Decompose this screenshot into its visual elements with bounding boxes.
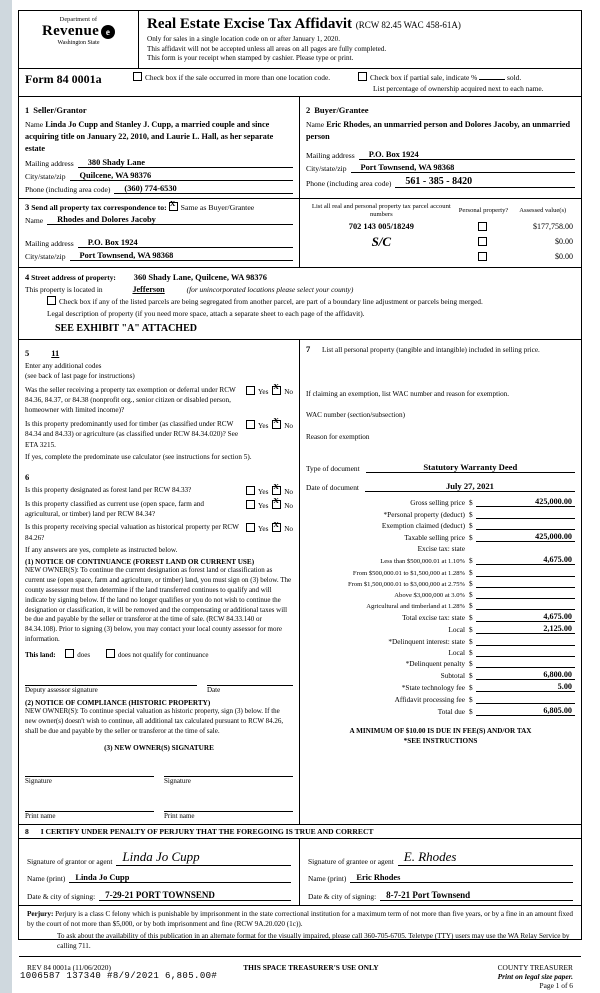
doc-date-label: Date of document	[306, 483, 359, 493]
perjury-line	[27, 909, 573, 930]
section-4	[19, 268, 581, 340]
tax-row-label: Exemption claimed (deduct)	[381, 520, 465, 530]
buyer-name-label: Name	[306, 120, 325, 130]
seller-heading: 1 Seller/Grantor	[25, 105, 87, 116]
seller-block	[19, 97, 300, 198]
tax-row	[306, 648, 575, 657]
tax-row	[306, 659, 575, 668]
grantor-sig-row	[27, 849, 291, 866]
right-column	[300, 340, 581, 824]
form-top-checkboxes	[133, 72, 575, 94]
parcel-number-1[interactable]: 702 143 005/18249	[348, 222, 414, 232]
wac-label: WAC number (section/subsection)	[306, 410, 406, 419]
buyer-name-line	[306, 119, 575, 143]
tax-row-label: Taxable selling price	[404, 532, 465, 542]
corr-citystatezip-label: City/state/zip	[25, 252, 66, 262]
county-label: This property is located in	[25, 285, 103, 295]
minimum-note	[306, 726, 575, 746]
section-6-q2-row	[25, 499, 293, 520]
tax-row-label: Local	[448, 625, 465, 635]
corr-mailing-label: Mailing address	[25, 239, 74, 249]
treasurer-stamp: 1006587 137340 #8/9/2021 6,805.00#	[20, 971, 218, 981]
new-owner-print-lines	[25, 797, 293, 820]
section-5-q1-row	[25, 385, 293, 416]
section-6-q1: Is this property designated as forest land per RCW 84.33?	[25, 485, 192, 494]
seller-citystatezip-row	[25, 171, 293, 181]
new-owner-print-2[interactable]	[164, 797, 293, 820]
tax-row	[306, 510, 575, 519]
corr-citystatezip-value[interactable]: Port Townsend, WA 98368	[70, 251, 294, 261]
table-row	[306, 233, 575, 251]
seller-phone-row	[25, 184, 293, 194]
new-owner-sig-label-2: Signature	[164, 777, 191, 786]
corr-name-label: Name	[25, 216, 44, 226]
header-sub-2: This affidavit will not be accepted unless all areas on all pages are fully completed.	[147, 44, 387, 53]
tax-row-label: Total due	[437, 706, 465, 716]
legal-description-note: Legal description of property (if you need more space, attach a separate sheet to each page of the affidavit).	[47, 308, 365, 318]
grantor-name-row	[27, 873, 291, 883]
correspondence-block	[19, 199, 300, 266]
tax-row-label: Subtotal	[440, 671, 465, 681]
tax-row	[306, 497, 575, 507]
revenue-mark-icon: e	[101, 25, 115, 39]
buyer-mailing-label: Mailing address	[306, 151, 355, 161]
tax-row-value[interactable]: 4,675.00	[476, 612, 575, 622]
section-5-q2-row	[25, 419, 293, 450]
s6q3-yes-checkbox[interactable]	[246, 523, 255, 532]
tax-row-value[interactable]: 6,805.00	[476, 706, 575, 716]
tax-row	[306, 555, 575, 565]
grantor-date[interactable]: 7-29-21 PORT TOWNSEND	[99, 890, 291, 901]
footer-legal-size: Print on legal size paper.	[497, 971, 573, 981]
agency-dept-label: Department of	[59, 17, 98, 23]
tax-row	[306, 521, 575, 530]
seller-mailing-value[interactable]: 380 Shady Lane	[78, 158, 293, 168]
buyer-heading: 2 Buyer/Grantee	[306, 105, 369, 116]
buyer-name-value[interactable]: Eric Rhodes, an unmarried person and Dolores Jacoby, an unmarried person	[306, 120, 571, 142]
tax-row-value[interactable]	[476, 518, 575, 519]
historic-heading: (2) NOTICE OF COMPLIANCE (HISTORIC PROPERTY)	[25, 699, 211, 708]
page-title: Real Estate Excise Tax Affidavit (RCW 82.45 WAC 458-61A)	[147, 16, 461, 32]
tax-row	[306, 590, 575, 599]
partial-sale-label: Check box if partial sale, indicate %	[369, 73, 478, 83]
deputy-date-line[interactable]	[207, 671, 293, 686]
tax-row	[306, 601, 575, 610]
tax-row-label: *Personal property (deduct)	[383, 509, 465, 519]
tax-row	[306, 612, 575, 622]
tax-row-value[interactable]	[476, 609, 575, 610]
left-column	[19, 340, 300, 824]
header-sub-3: This form is your receipt when stamped by cashier. Please type or print.	[147, 54, 354, 63]
segregated-row	[25, 296, 575, 307]
assessed-value-1[interactable]: $177,758.00	[533, 222, 573, 232]
tax-row-value[interactable]	[476, 587, 575, 588]
buyer-citystatezip-label: City/state/zip	[306, 164, 347, 174]
section-5-q1-answer: Yes X No	[244, 385, 293, 396]
not-qualify-label: does not qualify for continuance	[117, 651, 209, 660]
tax-row	[306, 682, 575, 692]
section-5-q2: Is this property predominantly used for timber (as classified under RCW 84.34 and 84.33) or agriculture (as classified under RCW 84.34.020)? See ETA 3215.	[25, 419, 239, 449]
section-5-line-2: (see back of last page for instructions)	[25, 372, 135, 381]
historic-text: NEW OWNER(S): To continue special valuation as historic property, sign (3) below. If the new owner(s) doesn't wish to continue, all additional tax calculated pursuant to RCW 84.26, shall be due and payable by the seller or transferor at the time of sale.	[25, 707, 284, 736]
personal-cell-1	[457, 221, 511, 233]
header-subtext	[147, 35, 575, 64]
dollar-sign: $	[469, 683, 473, 693]
dollar-sign: $	[469, 556, 473, 566]
personal-property-checkbox-2[interactable]	[478, 237, 487, 246]
tax-row	[306, 695, 575, 704]
perjury-accessibility: To ask about the availability of this publication in an alternate format for the visually impaired, please call 360-705-6705. Teletype (TTY) users may use the WA Relay Service by calling 711.	[57, 931, 570, 951]
seller-phone-value[interactable]: (360) 774-6530	[114, 184, 293, 194]
tax-row-value[interactable]: 4,675.00	[476, 555, 575, 565]
q2-no-checkbox[interactable]	[272, 420, 281, 429]
grantor-sig-label: Signature of grantor or agent	[27, 857, 113, 867]
grantor-signature-block	[19, 839, 300, 905]
assessed-value-3[interactable]: $0.00	[555, 252, 573, 262]
seller-name-line	[25, 119, 293, 155]
grantee-date[interactable]: 8-7-21 Port Townsend	[380, 890, 573, 901]
dollar-sign: $	[469, 509, 473, 519]
same-as-buyer-checkbox[interactable]	[169, 202, 178, 211]
tax-row-value[interactable]	[476, 645, 575, 646]
q1-no-checkbox[interactable]	[272, 386, 281, 395]
corr-name-value[interactable]: Rhodes and Dolores Jacoby	[47, 215, 293, 225]
assessed-value-2[interactable]: $0.00	[555, 237, 573, 247]
s6q3-no-checkbox[interactable]	[272, 523, 281, 532]
body-columns	[19, 340, 581, 824]
buyer-citystatezip-value[interactable]: Port Townsend, WA 98368	[351, 163, 576, 173]
title-rcw-ref: (RCW 82.45 WAC 458-61A)	[355, 20, 461, 30]
page-edge-shadow	[0, 0, 12, 993]
parcel-number-2[interactable]: S/C	[371, 233, 392, 249]
buyer-phone-label: Phone (including area code)	[306, 179, 392, 189]
new-owner-print-label-1: Print name	[25, 812, 56, 821]
assessed-col-header: Assessed value(s)	[519, 207, 567, 215]
parcel-col-header: List all real and personal property tax parcel account numbers	[311, 203, 451, 219]
section-6-q3-row	[25, 522, 293, 543]
tax-row	[306, 624, 575, 634]
corr-mailing-row	[25, 238, 293, 248]
doc-type-label: Type of document	[306, 464, 360, 474]
tax-row-label: Affidavit processing fee	[394, 694, 465, 704]
not-qualify-checkbox[interactable]	[106, 649, 115, 658]
perjury-block	[19, 905, 581, 956]
grantee-sig-label: Signature of grantee or agent	[308, 857, 394, 867]
section-6-q3-answer: Yes X No	[244, 522, 293, 533]
dollar-sign: $	[469, 659, 473, 669]
buyer-citystatezip-row	[306, 163, 575, 173]
dollar-sign: $	[469, 636, 473, 646]
new-owner-sig-line-2[interactable]	[164, 762, 293, 777]
grantee-signature-block	[300, 839, 581, 905]
tax-row-label: Excise tax: state	[417, 544, 465, 554]
personal-property-checkbox-1[interactable]	[478, 222, 487, 231]
s6q2-no-checkbox[interactable]	[272, 500, 281, 509]
dollar-sign: $	[469, 532, 473, 542]
certify-bar	[19, 824, 581, 839]
tax-row	[306, 544, 575, 553]
grantor-signature[interactable]: Linda Jo Cupp	[116, 849, 291, 866]
section-5-line-1: Enter any additional codes	[25, 361, 102, 370]
grantee-sig-row	[308, 849, 573, 866]
doc-type-row	[306, 462, 575, 473]
tax-row-label: *Delinquent interest: state	[388, 636, 465, 646]
doc-date-value[interactable]: July 27, 2021	[365, 481, 575, 492]
footer-revision: REV 84 0001a (11/06/2020)	[27, 962, 111, 972]
grantor-date-row	[27, 890, 291, 901]
tax-row-label: Gross selling price	[410, 498, 465, 508]
section-6-q2: Is this property classified as current use (open space, farm and agricultural, or timber) land per RCW 84.34?	[25, 499, 205, 519]
this-land-row	[25, 649, 293, 661]
legal-description-value[interactable]: SEE EXHIBIT "A" ATTACHED	[55, 322, 197, 334]
ownership-note: List percentage of ownership acquired next to each name.	[373, 84, 544, 94]
tax-row-value[interactable]: 5.00	[476, 682, 575, 692]
grantee-date-label: Date & city of signing:	[308, 892, 377, 902]
tax-row	[306, 637, 575, 646]
street-address-value[interactable]: 360 Shady Lane, Quilcene, WA 98376	[133, 272, 267, 282]
corr-mailing-value[interactable]: P.O. Box 1924	[78, 238, 293, 248]
multi-location-label: Check box if the sale occurred in more than one location code.	[145, 73, 331, 83]
parcel-number-3[interactable]	[306, 251, 457, 263]
deputy-date-field[interactable]	[207, 671, 293, 694]
seller-mailing-label: Mailing address	[25, 159, 74, 169]
parcel-table-header	[306, 202, 575, 220]
agency-state-label: Washington State	[57, 40, 100, 46]
dollar-sign: $	[469, 647, 473, 657]
partial-sale-percent-input[interactable]	[479, 79, 505, 80]
segregated-label: Check box if any of the listed parcels are being segregated from another parcel, are part of a boundary line adjustment or parcels being merged.	[59, 297, 483, 307]
deputy-sign-label: Deputy assessor signature	[25, 686, 98, 695]
new-owner-sig-1[interactable]	[25, 762, 154, 785]
dollar-sign: $	[469, 625, 473, 635]
corr-name-row	[25, 215, 293, 225]
agency-name: Revenue e	[23, 23, 134, 40]
tax-row-label: Agricultural and timberland at 1.28%	[366, 603, 465, 611]
seller-mailing-row	[25, 158, 293, 168]
tax-row-value[interactable]	[476, 667, 575, 668]
grantor-name[interactable]: Linda Jo Cupp	[69, 873, 291, 883]
section-5-q1: Was the seller receiving a property tax exemption or deferral under RCW 84.36, 84.37, or 84.38 (nonprofit org., senior citizen or disabled person, homeowner with limited income)?	[25, 385, 236, 415]
grantee-name[interactable]: Eric Rhodes	[350, 873, 573, 883]
dollar-sign: $	[469, 498, 473, 508]
tax-row-label: Above $3,000,000 at 3.0%	[394, 591, 465, 599]
dollar-sign: $	[469, 671, 473, 681]
doc-date-row	[306, 481, 575, 492]
qualifies-checkbox[interactable]	[65, 649, 74, 658]
section-6-q1-row	[25, 485, 293, 496]
partial-sale-checkbox[interactable]	[358, 72, 367, 81]
certify-text: I CERTIFY UNDER PENALTY OF PERJURY THAT THE FOREGOING IS TRUE AND CORRECT	[40, 827, 374, 837]
tax-row-label: From $1,500,000.01 to $3,000,000 at 2.75%	[347, 580, 465, 588]
deputy-sign-line[interactable]	[25, 671, 197, 686]
new-owner-sig-2[interactable]	[164, 762, 293, 785]
dollar-sign: $	[469, 520, 473, 530]
header-sub-1: Only for sales in a single location code on or after January 1, 2020.	[147, 35, 341, 43]
minimum-line-1: A MINIMUM OF $10.00 IS DUE IN FEE(S) AND/OR TAX	[349, 726, 532, 735]
section-6-q2-answer: Yes X No	[244, 499, 293, 510]
q1-yes-checkbox[interactable]	[246, 386, 255, 395]
tax-row-label: From $500,000.01 to $1,500,000 at 1.28%	[352, 569, 465, 577]
street-address-row: 4 Street address of property: 360 Shady Lane, Quilcene, WA 98376	[25, 271, 267, 282]
section-7-heading: 7 List all personal property (tangible and intangible) included in selling price.	[306, 343, 540, 354]
tax-row-value[interactable]	[476, 529, 575, 530]
s6q1-no-checkbox[interactable]	[272, 486, 281, 495]
grantee-name-label: Name (print)	[308, 874, 347, 884]
perjury-heading: Perjury:	[27, 910, 54, 919]
form-number-row	[19, 69, 581, 97]
tax-calculation-block	[306, 497, 575, 715]
grantee-signature[interactable]: E. Rhodes	[398, 849, 573, 866]
section-5-heading: 5 11	[25, 347, 60, 358]
new-owner-print-line-2[interactable]	[164, 797, 293, 812]
tax-row-value[interactable]	[476, 703, 575, 704]
tax-row	[306, 532, 575, 542]
continuance-text: NEW OWNER(S): To continue the current designation as forest land or classification as current use (open space, farm and agriculture, or timber) land, you must sign on (3) below. The county assessor must then determine if the land transferred continues to qualify and will indicate by signing below. If the land no longer qualifies or you do not wish to continue the designation or classification, it will be removed and the compensating or additional taxes will be due and payable by the seller or transferor at the time of sale. (RCW 84.33.140 or 84.34.108). Prior to signing (3) below, you may contact your local county assessor for more information.	[25, 565, 292, 644]
tax-row-value[interactable]	[476, 598, 575, 599]
buyer-mailing-value[interactable]: P.O. Box 1924	[359, 150, 575, 160]
county-row	[25, 284, 575, 296]
tax-row-value[interactable]: 425,000.00	[476, 497, 575, 507]
buyer-block	[300, 97, 581, 198]
buyer-phone-value[interactable]: 561 - 385 - 8420	[395, 176, 575, 188]
grantor-date-label: Date & city of signing:	[27, 892, 96, 902]
q2-yes-checkbox[interactable]	[246, 420, 255, 429]
new-owner-print-1[interactable]	[25, 797, 154, 820]
county-value[interactable]: Jefferson	[132, 285, 165, 295]
tax-row-label: Total excise tax: state	[402, 613, 465, 623]
certify-number: 8	[25, 827, 29, 837]
section-5-q2-answer: Yes X No	[244, 419, 293, 430]
section-5-code[interactable]: 11	[51, 347, 60, 358]
correspondence-heading: 3 Send all property tax correspondence to: X Same as Buyer/Grantee	[25, 202, 293, 212]
section-6	[25, 467, 293, 820]
seller-name-value[interactable]: Linda Jo Cupp and Stanley J. Cupp, a married couple and since acquiring title on January 22, 2010, and Laurie L. Hall, as her separate estate	[25, 120, 274, 154]
corr-citystatezip-row	[25, 251, 293, 261]
parcel-table	[306, 202, 575, 262]
personal-property-checkbox-3[interactable]	[478, 252, 487, 261]
table-row	[306, 251, 575, 263]
seller-name-label: Name	[25, 120, 44, 130]
personal-property-entry[interactable]	[306, 355, 575, 389]
seller-phone-label: Phone (including area code)	[25, 185, 111, 195]
correspondence-label: Send all property tax correspondence to:	[31, 203, 167, 213]
this-land-label: This land:	[25, 651, 56, 660]
minimum-line-2: *SEE INSTRUCTIONS	[403, 736, 478, 745]
deputy-sign-field[interactable]	[25, 671, 197, 694]
reason-label: Reason for exemption	[306, 432, 370, 441]
segregated-checkbox[interactable]	[47, 296, 56, 305]
tax-row-label: *Delinquent penalty	[405, 659, 465, 669]
buyer-phone-row	[306, 176, 575, 188]
tax-row	[306, 579, 575, 588]
tax-row-label: Less than $500,000.01 at 1.10%	[380, 558, 465, 566]
parcel-table-block	[300, 199, 581, 266]
seller-citystatezip-value[interactable]: Quilcene, WA 98376	[70, 171, 294, 181]
agency-logo	[19, 11, 139, 68]
street-address-label: Street address of property:	[31, 272, 116, 282]
tax-row-value[interactable]: 2,125.00	[476, 624, 575, 634]
table-row	[306, 221, 575, 233]
continuance-heading: (1) NOTICE OF CONTINUANCE (FOREST LAND OR CURRENT USE)	[25, 557, 255, 566]
form-title-block	[139, 11, 581, 68]
footer-county-treasurer: COUNTY TREASURER	[497, 962, 573, 972]
section-7	[306, 343, 575, 493]
tax-row-value[interactable]: 6,800.00	[476, 670, 575, 680]
new-owner-sig-line-1[interactable]	[25, 762, 154, 777]
grantee-name-row	[308, 873, 573, 883]
qualifies-label: does	[77, 651, 91, 660]
new-owner-print-label-2: Print name	[164, 812, 195, 821]
seller-citystatezip-label: City/state/zip	[25, 172, 66, 182]
footer-page-number: Page 1 of 6	[539, 980, 573, 990]
form-number: Form 84 0001a	[25, 72, 102, 87]
dollar-sign: $	[469, 706, 473, 716]
perjury-body: Perjury is a class C felony which is punishable by imprisonment in the state correctional institution for a maximum term of not more than five years, or by a fine in an amount fixed by the court of not more than $5,000, or by both imprisonment and fine (RCW 9A.20.020 (1c)).	[27, 910, 573, 929]
new-owner-sig-label-1: Signature	[25, 777, 52, 786]
tax-row-value[interactable]	[476, 656, 575, 657]
doc-type-value[interactable]: Statutory Warranty Deed	[366, 462, 575, 473]
form-header	[19, 11, 581, 69]
deputy-date-label: Date	[207, 686, 221, 695]
dollar-sign: $	[469, 613, 473, 623]
s6q1-yes-checkbox[interactable]	[246, 486, 255, 495]
section-6-q3: Is this property receiving special valuation as historical property per RCW 84.26?	[25, 523, 239, 542]
new-owner-print-line-1[interactable]	[25, 797, 154, 812]
tax-row	[306, 706, 575, 716]
county-note: (for unincorporated locations please select your county)	[186, 285, 354, 295]
tax-row-label: *State technology fee	[401, 683, 465, 693]
tax-row	[306, 568, 575, 577]
buyer-mailing-row	[306, 150, 575, 160]
tax-row-label: Local	[448, 647, 465, 657]
certify-signatures	[19, 839, 581, 905]
partial-sale-suffix: sold.	[507, 73, 522, 83]
personal-col-header: Personal property?	[458, 207, 509, 215]
parties-section	[19, 97, 581, 199]
section-5-q3: If yes, complete the predominate use calculator (see instructions for section 5).	[25, 453, 252, 462]
tax-row-value[interactable]	[476, 576, 575, 577]
exemption-note: If claiming an exemption, list WAC number and reason for exemption.	[306, 390, 510, 399]
personal-cell-3	[457, 251, 511, 263]
s6q2-yes-checkbox[interactable]	[246, 500, 255, 509]
section-7-line-1: List all personal property (tangible and intangible) included in selling price.	[322, 345, 540, 354]
tax-row-value[interactable]: 425,000.00	[476, 532, 575, 542]
dollar-sign: $	[469, 601, 473, 611]
new-owner-signature-heading: (3) NEW OWNER(S) SIGNATURE	[104, 744, 214, 753]
new-owner-signature-lines	[25, 762, 293, 785]
footer-treasurer-space: THIS SPACE TREASURER'S USE ONLY	[243, 962, 379, 972]
tax-row	[306, 670, 575, 680]
section-6-note: If any answers are yes, complete as instructed below.	[25, 546, 178, 555]
section-5	[25, 343, 293, 463]
section-6-q1-answer: Yes X No	[244, 485, 293, 496]
section-6-heading: 6	[25, 471, 30, 482]
grantor-name-label: Name (print)	[27, 874, 66, 884]
section-3	[19, 199, 581, 267]
dollar-sign: $	[469, 578, 473, 588]
dollar-sign: $	[469, 589, 473, 599]
grantee-date-row	[308, 890, 573, 901]
dollar-sign: $	[469, 694, 473, 704]
multi-location-checkbox[interactable]	[133, 72, 142, 81]
same-as-buyer-label: Same as Buyer/Grantee	[180, 203, 255, 213]
personal-cell-2	[457, 233, 511, 251]
assessor-signature-row	[25, 671, 293, 694]
footer-right	[420, 963, 573, 990]
dollar-sign: $	[469, 567, 473, 577]
